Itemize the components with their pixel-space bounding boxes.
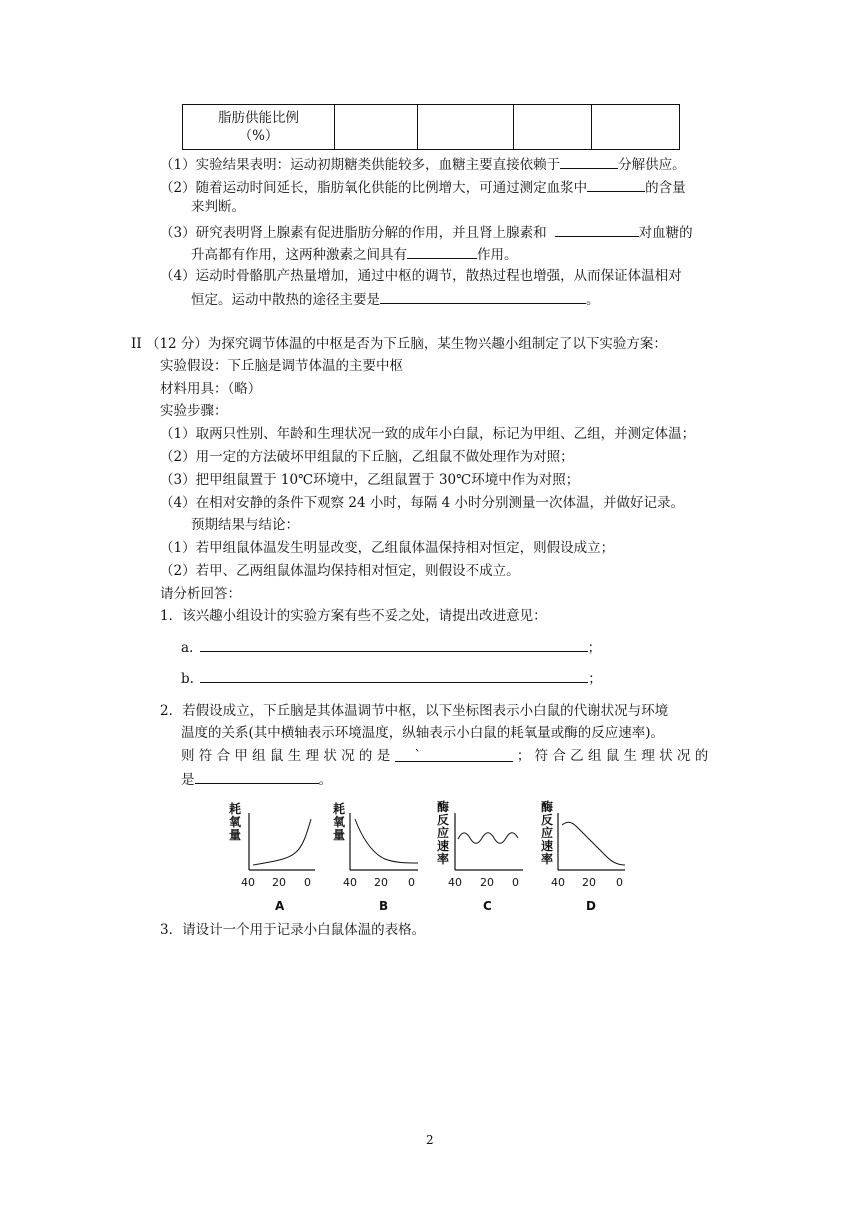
part1-q2-line2: 来判断。 xyxy=(191,199,245,215)
page-number: 2 xyxy=(426,1133,434,1147)
steps-title: 实验步骤： xyxy=(160,403,228,419)
curve xyxy=(458,833,518,844)
materials: 材料用具：（略） xyxy=(160,381,262,397)
graph-b-tick-0: 0 xyxy=(408,876,415,889)
graph-b-tick-20: 20 xyxy=(374,876,388,889)
answer-a-blank[interactable] xyxy=(200,636,588,652)
graph-a xyxy=(249,813,315,870)
question-2-line4: 是 。 xyxy=(181,768,332,790)
graph-c-tick-20: 20 xyxy=(480,876,494,889)
graph-b xyxy=(350,813,418,870)
step-3: （3）把甲组鼠置于 10℃环境中，乙组鼠置于 30℃环境中作为对照； xyxy=(160,472,580,488)
step-4: （4）在相对安静的条件下观察 24 小时，每隔 4 小时分别测量一次体温，并做好记录。 xyxy=(160,495,685,511)
part1-q3-line1: （3）研究表明肾上腺素有促进脂肪分解的作用，并且肾上腺素和 对血糖的 xyxy=(160,221,693,243)
answer-blank-yi[interactable] xyxy=(195,768,319,784)
graph-d-tick-40: 40 xyxy=(551,876,565,889)
answer-b-row: b. ； xyxy=(181,667,602,689)
graph-c-label: C xyxy=(483,899,492,913)
energy-table xyxy=(182,104,680,150)
question-2-line1: 2．若假设成立，下丘脑是其体温调节中枢，以下坐标图表示小白鼠的代谢状况与环境 xyxy=(160,703,669,719)
answer-blank[interactable] xyxy=(560,153,618,169)
question-1: 1．该兴趣小组设计的实验方案有些不妥之处，请提出改进意见： xyxy=(160,608,547,624)
curve xyxy=(253,819,311,865)
question-2-line2: 温度的关系(其中横轴表示环境温度，纵轴表示小白鼠的耗氧量或酶的反应速率)。 xyxy=(181,725,665,741)
question-2-line3: 则 符 合 甲 组 鼠 生 理 状 况 的 是 ` ； 符 合 乙 组 鼠 生 理 状 况 的 xyxy=(181,748,709,764)
graph-c-tick-40: 40 xyxy=(448,876,462,889)
curve xyxy=(355,819,418,863)
graph-d xyxy=(558,813,625,870)
graph-c-ylabel: 酶 反 应 速 率 xyxy=(437,800,450,866)
hypothesis: 实验假设：下丘脑是调节体温的主要中枢 xyxy=(160,358,403,374)
part1-q3-line2: 升高都有作用，这两种激素之间具有 作用。 xyxy=(191,243,518,265)
graph-c xyxy=(455,813,523,870)
table-cell[interactable] xyxy=(335,105,418,150)
part1-q4-line2: 恒定。运动中散热的途径主要是 。 xyxy=(191,288,600,310)
graph-d-tick-0: 0 xyxy=(616,876,623,889)
answer-blank[interactable] xyxy=(555,221,639,237)
table-row xyxy=(183,105,680,150)
graph-c-tick-0: 0 xyxy=(512,876,519,889)
part2-heading: II （12 分）为探究调节体温的中枢是否为下丘脑，某生物兴趣小组制定了以下实验方案： xyxy=(131,336,667,352)
graph-a-tick-40: 40 xyxy=(241,876,255,889)
graph-d-label: D xyxy=(586,899,596,913)
results-title: 预期结果与结论： xyxy=(191,517,299,533)
answer-blank[interactable] xyxy=(587,176,645,192)
fat-energy-label: 脂肪供能比例 xyxy=(218,110,299,126)
graphs-figure xyxy=(225,795,645,920)
graph-a-tick-20: 20 xyxy=(272,876,286,889)
graph-b-tick-40: 40 xyxy=(343,876,357,889)
table-cell[interactable] xyxy=(418,105,514,150)
fat-energy-unit: （%） xyxy=(238,128,279,144)
graph-b-ylabel: 耗 氧 量 xyxy=(333,802,346,842)
graph-a-ylabel: 耗 氧 量 xyxy=(229,802,242,842)
answer-blank[interactable] xyxy=(407,243,477,259)
ask-line: 请分析回答： xyxy=(160,586,241,602)
answer-b-blank[interactable] xyxy=(200,667,588,683)
step-1: （1）取两只性别、年龄和生理状况一致的成年小白鼠，标记为甲组、乙组，并测定体温； xyxy=(160,426,696,442)
graph-b-label: B xyxy=(379,899,389,913)
answer-blank[interactable] xyxy=(380,288,586,304)
result-1: （1）若甲组鼠体温发生明显改变，乙组鼠体温保持相对恒定，则假设成立； xyxy=(160,540,615,556)
curve xyxy=(562,822,625,865)
question-3: 3．请设计一个用于记录小白鼠体温的表格。 xyxy=(160,922,426,938)
graph-d-tick-20: 20 xyxy=(582,876,596,889)
table-cell[interactable] xyxy=(514,105,592,150)
graph-a-tick-0: 0 xyxy=(304,876,311,889)
graph-a-label: A xyxy=(275,899,285,913)
answer-a-row: a. ； xyxy=(181,636,601,658)
part1-q4-line1: （4）运动时骨骼肌产热量增加，通过中枢的调节，散热过程也增强，从而保证体温相对 xyxy=(160,268,682,284)
table-row-header xyxy=(183,105,335,150)
table-cell[interactable] xyxy=(592,105,680,150)
part1-q1: （1）实验结果表明：运动初期糖类供能较多，血糖主要直接依赖于 分解供应。 xyxy=(160,153,686,175)
result-2: （2）若甲、乙两组鼠体温均保持相对恒定，则假设不成立。 xyxy=(160,563,520,579)
part1-q2-line1: （2）随着运动时间延长，脂肪氧化供能的比例增大，可通过测定血浆中 的含量 xyxy=(160,176,686,198)
answer-blank-jia[interactable]: ` xyxy=(395,746,513,762)
step-2: （2）用一定的方法破坏甲组鼠的下丘脑，乙组鼠不做处理作为对照； xyxy=(160,449,574,465)
graph-d-ylabel: 酶 反 应 速 率 xyxy=(541,800,554,866)
